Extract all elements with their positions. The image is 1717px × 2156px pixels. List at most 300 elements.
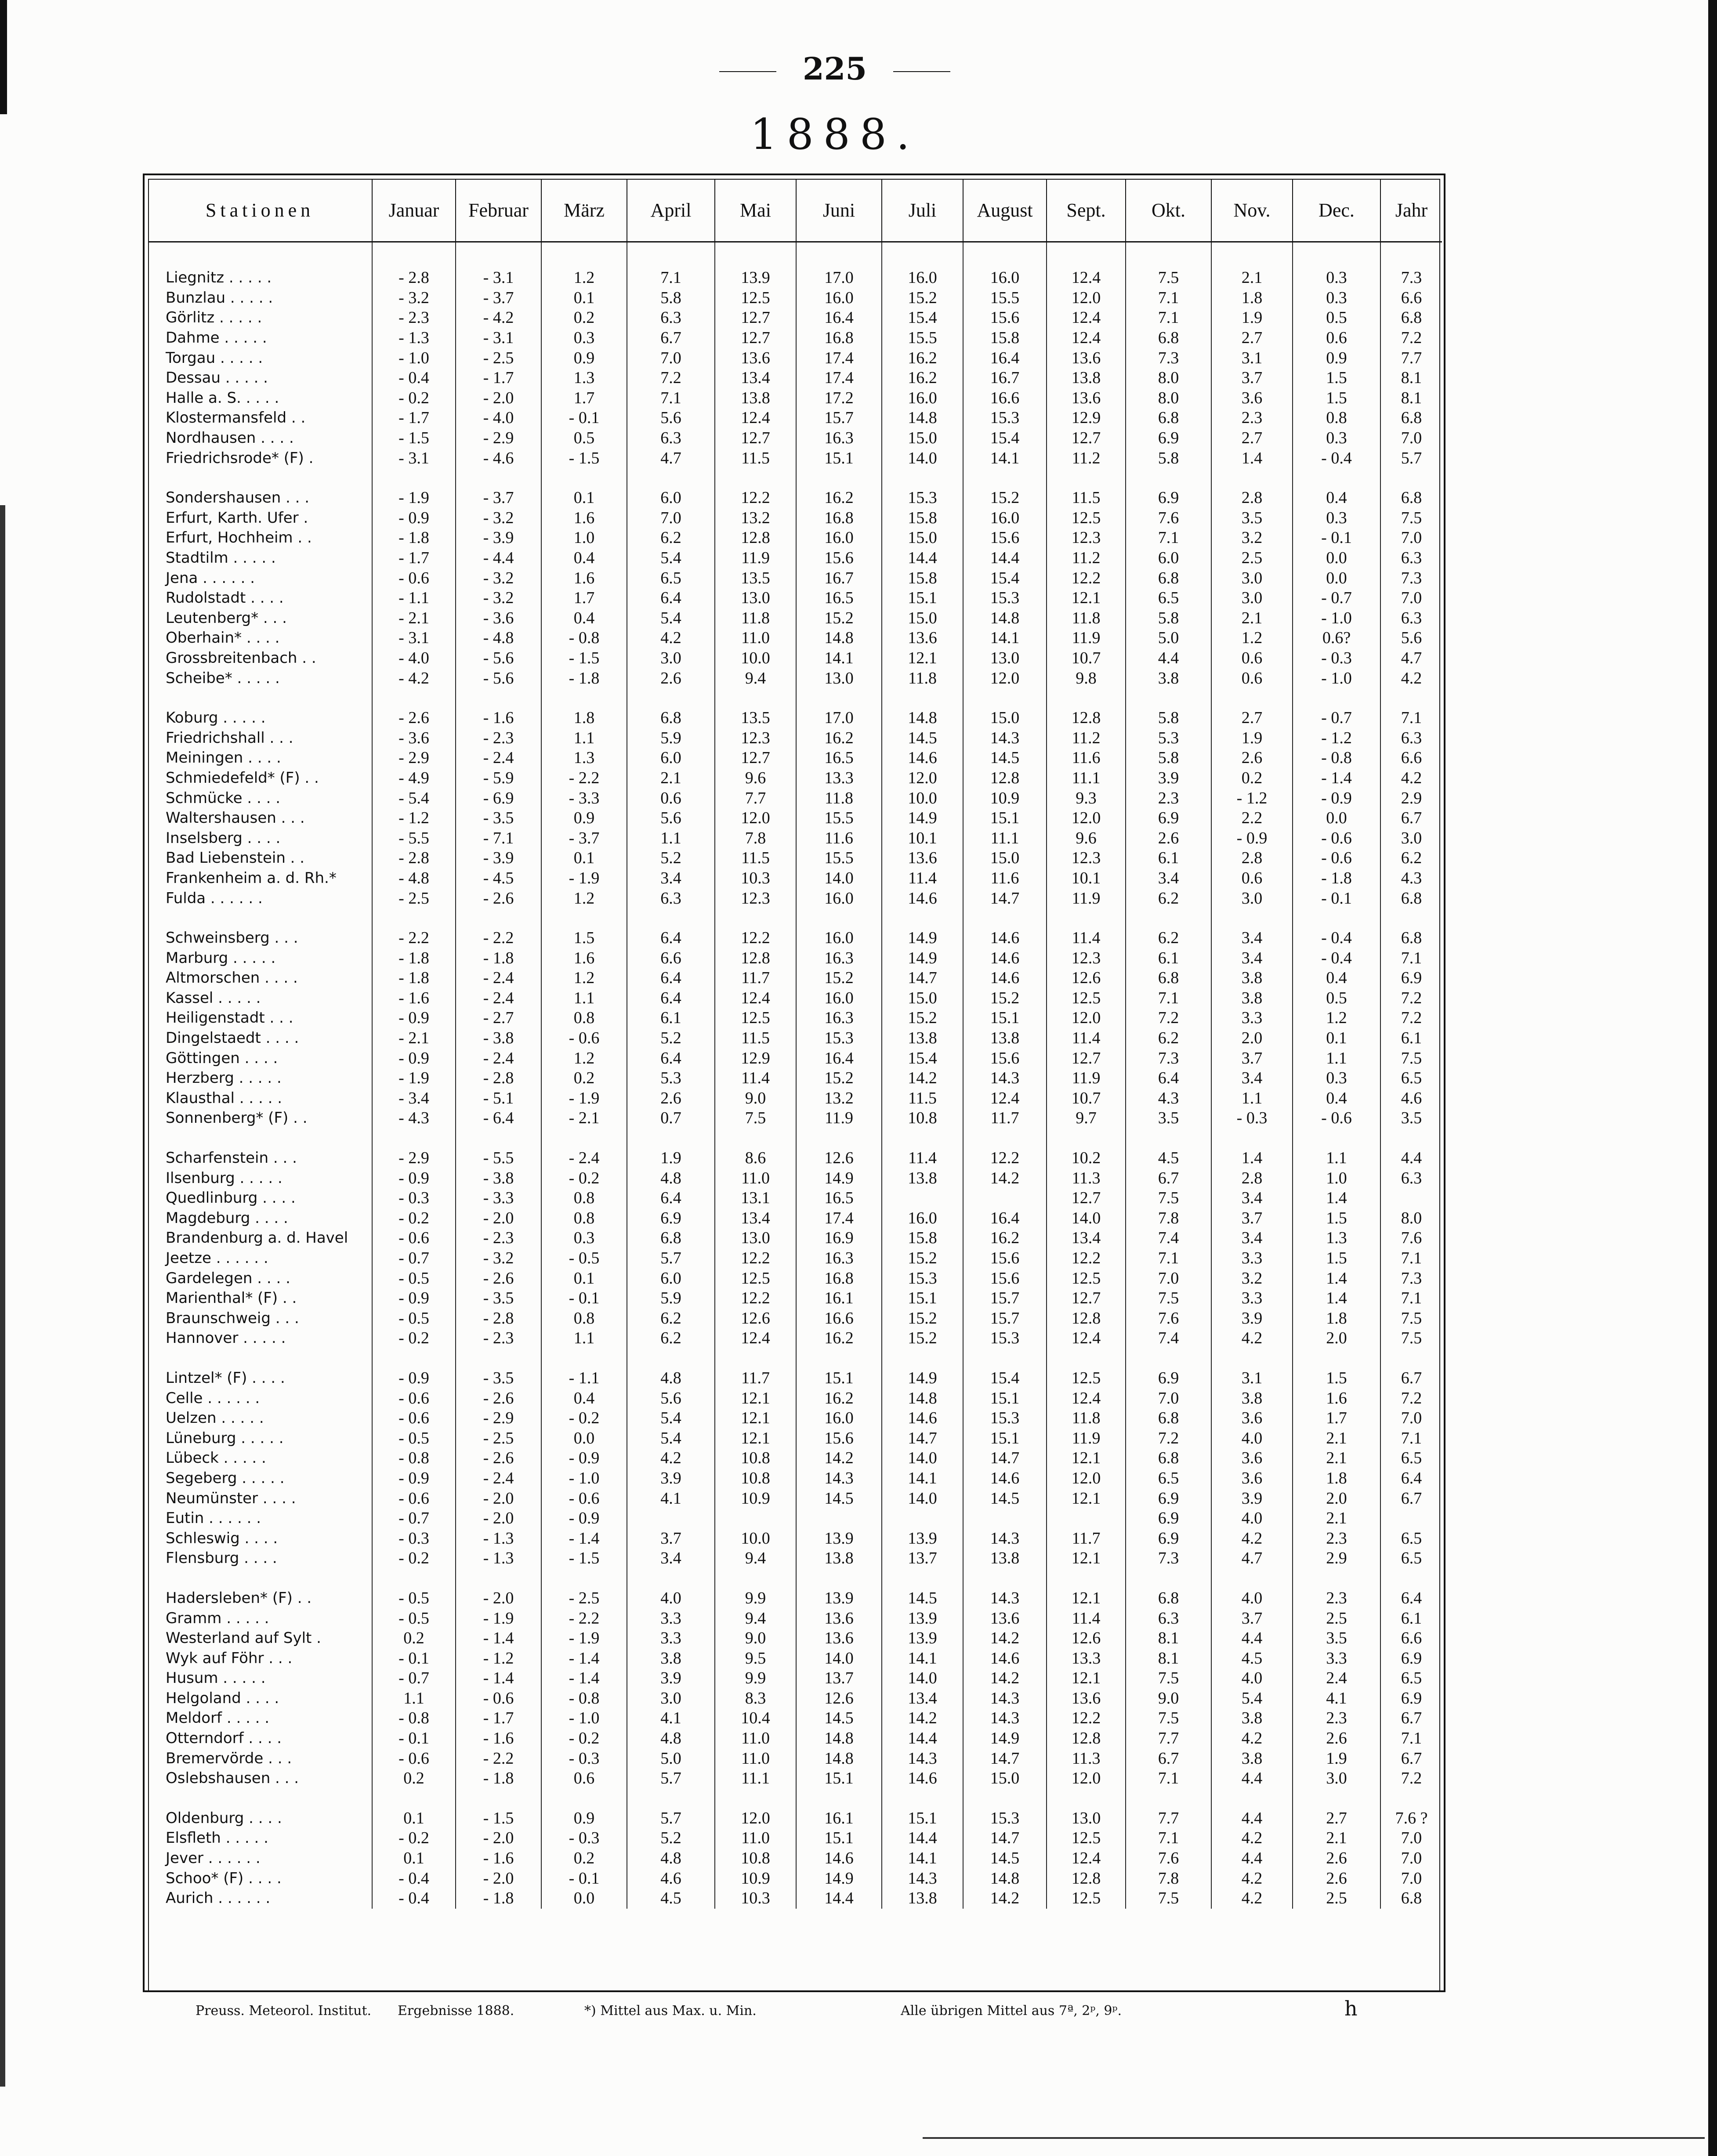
temperature-cell: 5.4 <box>627 548 715 568</box>
temperature-cell: 7.7 <box>1380 348 1442 368</box>
temperature-cell: - 1.2 <box>1211 788 1293 808</box>
temperature-cell: 7.3 <box>1380 568 1442 588</box>
temperature-cell: 0.6 <box>1211 868 1293 889</box>
temperature-cell: - 0.6 <box>372 1488 456 1508</box>
temperature-cell: - 0.6 <box>372 1748 456 1769</box>
temperature-cell: 0.1 <box>372 1809 456 1829</box>
temperature-cell: - 5.5 <box>456 1148 541 1168</box>
temperature-cell: 11.7 <box>963 1108 1047 1129</box>
temperature-cell: 14.1 <box>796 648 882 669</box>
temperature-cell: 3.7 <box>1211 1208 1293 1229</box>
temperature-cell: 15.8 <box>882 568 963 588</box>
temperature-cell: 4.2 <box>1211 1328 1293 1349</box>
temperature-cell: - 0.7 <box>1293 708 1380 728</box>
temperature-cell: 6.0 <box>1126 548 1211 568</box>
temperature-cell: 6.3 <box>1380 1168 1442 1188</box>
temperature-cell: 8.1 <box>1126 1648 1211 1668</box>
table-row <box>148 1028 1442 1049</box>
temperature-cell: 13.0 <box>796 668 882 688</box>
temperature-cell: 16.6 <box>796 1309 882 1329</box>
temperature-cell: 15.1 <box>882 588 963 608</box>
temperature-cell: - 2.3 <box>456 1228 541 1248</box>
temperature-cell: 14.8 <box>796 1748 882 1769</box>
temperature-cell: 16.3 <box>796 1008 882 1028</box>
temperature-cell: 6.4 <box>1126 1068 1211 1089</box>
temperature-cell: - 6.4 <box>456 1108 541 1129</box>
temperature-cell: 9.6 <box>1047 828 1126 848</box>
temperature-cell: 2.1 <box>1211 608 1293 629</box>
temperature-cell: 11.9 <box>715 548 796 568</box>
temperature-cell: 13.6 <box>1047 348 1126 368</box>
station-name: Kassel . . . . . <box>166 989 261 1007</box>
temperature-cell: 12.2 <box>715 1248 796 1269</box>
temperature-cell: - 2.0 <box>456 1868 541 1888</box>
temperature-cell: 6.7 <box>1380 1708 1442 1729</box>
temperature-cell: 1.9 <box>1211 308 1293 328</box>
table-row <box>148 1448 1442 1469</box>
temperature-cell: 3.6 <box>1211 1469 1293 1489</box>
station-name: Grossbreitenbach . . <box>166 649 316 667</box>
temperature-cell: 7.2 <box>1380 1388 1442 1408</box>
temperature-cell: 1.5 <box>1293 1368 1380 1389</box>
temperature-cell: 14.0 <box>796 868 882 889</box>
temperature-cell: 0.9 <box>541 348 627 368</box>
temperature-cell: 1.1 <box>627 828 715 848</box>
temperature-cell: 2.9 <box>1380 788 1442 808</box>
temperature-cell: 1.2 <box>541 242 627 288</box>
temperature-cell: 12.5 <box>1047 1368 1126 1389</box>
year-heading: 1888. <box>750 110 920 159</box>
temperature-cell: 3.4 <box>1126 868 1211 889</box>
temperature-cell: - 0.6 <box>1293 828 1380 848</box>
temperature-cell: 0.1 <box>541 848 627 868</box>
temperature-cell: 9.0 <box>715 1628 796 1649</box>
temperature-cell: - 5.1 <box>456 1089 541 1109</box>
temperature-cell: 4.2 <box>1380 668 1442 688</box>
temperature-cell: 7.4 <box>1126 1328 1211 1349</box>
temperature-cell: 3.9 <box>627 1469 715 1489</box>
temperature-cell: 0.3 <box>1293 508 1380 528</box>
temperature-cell: 16.1 <box>796 1288 882 1309</box>
temperature-cell: 5.2 <box>627 848 715 868</box>
temperature-cell: 15.2 <box>882 1248 963 1269</box>
temperature-cell: 7.1 <box>1380 1729 1442 1749</box>
temperature-cell: 6.7 <box>627 328 715 348</box>
temperature-cell: 3.3 <box>1211 1288 1293 1309</box>
temperature-cell: 13.8 <box>963 1548 1047 1569</box>
temperature-cell: 11.9 <box>1047 1428 1126 1448</box>
table-row <box>148 748 1442 768</box>
temperature-cell: 3.0 <box>1293 1769 1380 1789</box>
temperature-cell: 7.5 <box>1126 1708 1211 1729</box>
page-number: 225 <box>659 51 1011 87</box>
temperature-cell: 15.6 <box>796 548 882 568</box>
temperature-cell: 3.7 <box>627 1528 715 1548</box>
temperature-cell: 6.3 <box>627 308 715 328</box>
station-name: Erfurt, Karth. Ufer . <box>166 509 308 527</box>
temperature-cell: 3.0 <box>627 1689 715 1709</box>
table-row <box>148 1809 1442 1829</box>
temperature-cell: 0.6 <box>627 788 715 808</box>
temperature-cell <box>627 1508 715 1529</box>
station-name: Torgau . . . . . <box>166 349 263 367</box>
temperature-cell: 13.0 <box>1047 1809 1126 1829</box>
temperature-cell: 3.8 <box>1211 988 1293 1009</box>
temperature-cell: - 4.2 <box>372 668 456 688</box>
temperature-cell: - 3.1 <box>456 328 541 348</box>
table-row <box>148 348 1442 368</box>
temperature-cell: 7.8 <box>1126 1868 1211 1888</box>
header-month: Jahr <box>1380 179 1442 242</box>
temperature-cell: 0.2 <box>541 308 627 328</box>
temperature-cell: 14.6 <box>963 1469 1047 1489</box>
temperature-cell: 11.0 <box>715 1729 796 1749</box>
temperature-cell: 0.3 <box>1293 428 1380 449</box>
temperature-cell: 9.8 <box>1047 668 1126 688</box>
temperature-cell: 15.8 <box>882 1228 963 1248</box>
temperature-cell: - 3.1 <box>372 628 456 648</box>
temperature-cell: - 0.1 <box>372 1648 456 1668</box>
temperature-cell: - 0.5 <box>372 1588 456 1609</box>
temperature-cell: 14.9 <box>882 928 963 948</box>
temperature-cell: 3.6 <box>1211 1408 1293 1429</box>
temperature-cell: 3.4 <box>627 868 715 889</box>
table-row <box>148 1428 1442 1448</box>
temperature-cell: - 4.8 <box>456 628 541 648</box>
temperature-cell: 14.9 <box>963 1729 1047 1749</box>
temperature-cell: 0.7 <box>627 1108 715 1129</box>
temperature-cell: 15.4 <box>882 1048 963 1068</box>
temperature-cell: 10.9 <box>715 1868 796 1888</box>
temperature-cell: 7.0 <box>1380 528 1442 548</box>
temperature-cell: 2.3 <box>1293 1528 1380 1548</box>
temperature-cell: 15.4 <box>963 428 1047 449</box>
temperature-cell: 6.5 <box>1380 1668 1442 1689</box>
temperature-cell: - 3.1 <box>456 242 541 288</box>
temperature-cell: 6.7 <box>1380 1748 1442 1769</box>
temperature-cell: - 2.0 <box>456 1588 541 1609</box>
table-row <box>148 368 1442 388</box>
table-row <box>148 568 1442 588</box>
temperature-cell: - 0.9 <box>372 1368 456 1389</box>
temperature-cell: - 2.6 <box>372 708 456 728</box>
table-row <box>148 1828 1442 1849</box>
temperature-cell: - 2.2 <box>456 1748 541 1769</box>
temperature-cell: - 2.8 <box>372 242 456 288</box>
station-name: Meldorf . . . . . <box>166 1709 270 1727</box>
temperature-cell: 12.6 <box>1047 968 1126 988</box>
temperature-cell: 5.2 <box>627 1828 715 1849</box>
temperature-cell: 12.0 <box>963 668 1047 688</box>
temperature-cell: 4.6 <box>627 1868 715 1888</box>
temperature-cell: 2.8 <box>1211 488 1293 508</box>
temperature-cell: 13.6 <box>715 348 796 368</box>
temperature-cell: 4.4 <box>1211 1809 1293 1829</box>
temperature-cell: 11.5 <box>1047 488 1126 508</box>
temperature-cell: 1.1 <box>1211 1089 1293 1109</box>
temperature-cell: 14.7 <box>963 888 1047 908</box>
temperature-cell: 7.3 <box>1126 348 1211 368</box>
temperature-cell: - 0.2 <box>372 388 456 409</box>
station-name: Dingelstaedt . . . . <box>166 1029 299 1047</box>
temperature-cell: 5.3 <box>627 1068 715 1089</box>
temperature-cell: - 0.9 <box>372 1048 456 1068</box>
temperature-cell: 3.6 <box>1211 1448 1293 1469</box>
temperature-cell: 4.0 <box>627 1588 715 1609</box>
station-name: Jena . . . . . . <box>166 569 255 587</box>
temperature-cell: - 2.6 <box>456 1268 541 1288</box>
temperature-cell: 4.4 <box>1211 1769 1293 1789</box>
station-name: Celle . . . . . . <box>166 1389 260 1407</box>
temperature-cell: 10.7 <box>1047 1089 1126 1109</box>
temperature-cell: 14.1 <box>882 1849 963 1869</box>
temperature-cell: 1.5 <box>1293 388 1380 409</box>
temperature-cell: 7.1 <box>1126 1828 1211 1849</box>
temperature-cell: 12.4 <box>1047 1328 1126 1349</box>
temperature-cell: 2.6 <box>1293 1849 1380 1869</box>
temperature-cell: 7.1 <box>1380 1428 1442 1448</box>
temperature-cell: 0.1 <box>541 488 627 508</box>
temperature-cell: 6.7 <box>1126 1748 1211 1769</box>
temperature-cell: 9.3 <box>1047 788 1126 808</box>
temperature-cell: 1.8 <box>1293 1309 1380 1329</box>
temperature-cell: 10.0 <box>715 648 796 669</box>
temperature-cell: 14.8 <box>963 608 1047 629</box>
table-row <box>148 1689 1442 1709</box>
temperature-cell: 12.3 <box>1047 948 1126 968</box>
temperature-cell: 13.9 <box>796 1588 882 1609</box>
temperature-cell: 10.8 <box>882 1108 963 1129</box>
temperature-cell: 16.9 <box>796 1228 882 1248</box>
temperature-cell: - 0.9 <box>372 1168 456 1188</box>
temperature-cell: 3.2 <box>1211 1268 1293 1288</box>
temperature-cell: 0.6? <box>1293 628 1380 648</box>
temperature-cell: - 1.8 <box>456 1769 541 1789</box>
temperature-cell: 11.0 <box>715 628 796 648</box>
temperature-cell: 9.4 <box>715 668 796 688</box>
station-name: Erfurt, Hochheim . . <box>166 529 312 547</box>
station-name: Lübeck . . . . . <box>166 1449 266 1467</box>
group-spacer <box>148 1789 1442 1809</box>
temperature-cell: - 4.0 <box>372 648 456 669</box>
temperature-cell: 12.1 <box>1047 1488 1126 1508</box>
station-name: Waltershausen . . . <box>166 809 305 827</box>
temperature-cell: 5.6 <box>1380 628 1442 648</box>
temperature-cell: 13.4 <box>882 1689 963 1709</box>
temperature-cell: - 0.1 <box>541 1868 627 1888</box>
temperature-cell: 6.0 <box>627 748 715 768</box>
temperature-cell: 14.4 <box>882 1729 963 1749</box>
temperature-cell: 5.7 <box>627 1769 715 1789</box>
temperature-cell: 11.6 <box>1047 748 1126 768</box>
station-name: Friedrichsrode* (F) . <box>166 449 314 467</box>
station-name: Leutenberg* . . . <box>166 609 287 627</box>
temperature-cell: 15.0 <box>963 848 1047 868</box>
temperature-cell: 1.8 <box>1211 288 1293 308</box>
temperature-cell: 14.3 <box>882 1748 963 1769</box>
temperature-cell: 5.8 <box>627 288 715 308</box>
temperature-cell: 10.1 <box>882 828 963 848</box>
temperature-cell: - 5.5 <box>372 828 456 848</box>
temperature-cell: 7.3 <box>1380 242 1442 288</box>
temperature-cell: 12.6 <box>796 1148 882 1168</box>
table-row <box>148 968 1442 988</box>
temperature-cell: 14.9 <box>796 1868 882 1888</box>
temperature-cell: 7.5 <box>1126 242 1211 288</box>
temperature-cell: - 0.7 <box>372 1668 456 1689</box>
temperature-cell: 14.8 <box>963 1868 1047 1888</box>
temperature-cell: 13.3 <box>796 768 882 789</box>
temperature-cell: - 3.7 <box>456 488 541 508</box>
temperature-cell: 15.7 <box>963 1288 1047 1309</box>
temperature-cell: 1.5 <box>1293 1208 1380 1229</box>
table-row <box>148 668 1442 688</box>
temperature-cell: 4.3 <box>1380 868 1442 889</box>
temperature-cell: 7.3 <box>1380 1268 1442 1288</box>
temperature-cell: 6.8 <box>1126 968 1211 988</box>
temperature-cell: 16.0 <box>963 242 1047 288</box>
temperature-cell: 5.7 <box>627 1809 715 1829</box>
temperature-cell: 5.6 <box>627 1388 715 1408</box>
temperature-cell: 15.0 <box>882 608 963 629</box>
temperature-cell: 6.9 <box>1126 1508 1211 1529</box>
temperature-cell: 12.2 <box>1047 1248 1126 1269</box>
temperature-cell: 13.4 <box>715 1208 796 1229</box>
temperature-cell: - 4.3 <box>372 1108 456 1129</box>
temperature-cell: 2.1 <box>1293 1428 1380 1448</box>
temperature-cell: 2.2 <box>1211 808 1293 828</box>
temperature-cell: 7.7 <box>1126 1729 1211 1749</box>
temperature-cell: 0.8 <box>541 1309 627 1329</box>
station-name: Klostermansfeld . . <box>166 409 306 427</box>
temperature-cell: 10.4 <box>715 1708 796 1729</box>
temperature-cell: 14.0 <box>796 1648 882 1668</box>
temperature-cell: 13.5 <box>715 568 796 588</box>
temperature-cell: 13.0 <box>715 588 796 608</box>
temperature-cell: 15.7 <box>963 1309 1047 1329</box>
temperature-cell: - 3.6 <box>456 608 541 629</box>
temperature-cell: 3.3 <box>627 1628 715 1649</box>
station-name: Göttingen . . . . <box>166 1049 278 1067</box>
temperature-cell: 5.7 <box>627 1248 715 1269</box>
temperature-cell: 12.7 <box>1047 428 1126 449</box>
temperature-cell: 2.7 <box>1211 428 1293 449</box>
scan-edge-bottom <box>923 2137 1705 2139</box>
temperature-cell: 6.8 <box>1380 408 1442 428</box>
table-row <box>148 988 1442 1009</box>
temperature-cell: 12.5 <box>1047 508 1126 528</box>
temperature-cell: 2.7 <box>1211 328 1293 348</box>
temperature-cell: 6.1 <box>627 1008 715 1028</box>
temperature-cell: - 1.4 <box>456 1628 541 1649</box>
temperature-cell: 3.1 <box>1211 1368 1293 1389</box>
temperature-cell: - 3.8 <box>456 1028 541 1049</box>
temperature-cell: - 0.4 <box>372 1888 456 1909</box>
temperature-cell: - 3.5 <box>456 1368 541 1389</box>
temperature-cell: 13.3 <box>1047 1648 1126 1668</box>
temperature-cell: 4.6 <box>1380 1089 1442 1109</box>
temperature-cell: - 2.3 <box>456 728 541 748</box>
station-name: Jeetze . . . . . . <box>166 1249 268 1267</box>
temperature-cell: 6.9 <box>1380 1689 1442 1709</box>
header-month: April <box>627 179 715 242</box>
temperature-cell: 14.2 <box>963 1628 1047 1649</box>
station-name: Husum . . . . . <box>166 1669 266 1687</box>
temperature-cell: 1.5 <box>541 928 627 948</box>
temperature-cell: 3.4 <box>627 1548 715 1569</box>
temperature-cell: 11.4 <box>882 868 963 889</box>
temperature-cell: 12.0 <box>1047 288 1126 308</box>
temperature-cell: 12.7 <box>715 428 796 449</box>
temperature-cell: 1.2 <box>541 1048 627 1068</box>
station-name: Schmiedefeld* (F) . . <box>166 769 319 787</box>
table-row <box>148 1148 1442 1168</box>
temperature-cell: 11.3 <box>1047 1168 1126 1188</box>
temperature-cell: 14.0 <box>1047 1208 1126 1229</box>
temperature-cell: 2.0 <box>1293 1328 1380 1349</box>
temperature-cell: - 0.4 <box>1293 948 1380 968</box>
temperature-cell: 4.7 <box>627 448 715 468</box>
temperature-cell: 3.4 <box>1211 948 1293 968</box>
temperature-cell: 8.1 <box>1126 1628 1211 1649</box>
temperature-cell: - 0.6 <box>541 1028 627 1049</box>
temperature-cell: 0.8 <box>541 1188 627 1208</box>
temperature-cell: 8.1 <box>1380 368 1442 388</box>
temperature-cell: - 3.5 <box>456 1288 541 1309</box>
temperature-cell: - 2.2 <box>541 768 627 789</box>
temperature-cell: 11.9 <box>1047 888 1126 908</box>
temperature-cell: 13.8 <box>882 1028 963 1049</box>
temperature-cell: 9.9 <box>715 1588 796 1609</box>
temperature-cell: 10.3 <box>715 868 796 889</box>
table-row <box>148 648 1442 669</box>
header-month: Januar <box>372 179 456 242</box>
temperature-cell: 2.6 <box>1293 1729 1380 1749</box>
temperature-cell: 7.1 <box>1380 1288 1442 1309</box>
temperature-cell: 6.9 <box>627 1208 715 1229</box>
station-name: Sonnenberg* (F) . . <box>166 1109 308 1127</box>
temperature-cell: 4.4 <box>1211 1628 1293 1649</box>
table-row <box>148 1068 1442 1089</box>
table-row <box>148 448 1442 468</box>
table-row <box>148 828 1442 848</box>
temperature-cell: 13.9 <box>796 1528 882 1548</box>
temperature-cell: 4.2 <box>1211 1828 1293 1849</box>
scan-edge-right <box>1708 0 1717 2156</box>
temperature-cell: - 2.0 <box>456 1508 541 1529</box>
temperature-cell: 6.5 <box>1380 1528 1442 1548</box>
temperature-cell: 3.4 <box>1211 928 1293 948</box>
temperature-cell: - 1.8 <box>372 948 456 968</box>
temperature-cell: - 0.6 <box>541 1488 627 1508</box>
temperature-cell: 6.2 <box>627 1328 715 1349</box>
temperature-cell: 14.8 <box>882 408 963 428</box>
temperature-cell: 6.8 <box>1380 308 1442 328</box>
station-name: Schleswig . . . . <box>166 1529 278 1547</box>
temperature-cell: 11.1 <box>1047 768 1126 789</box>
temperature-cell: 12.0 <box>882 768 963 789</box>
temperature-cell: 2.6 <box>1126 828 1211 848</box>
temperature-cell: - 2.6 <box>456 1448 541 1469</box>
temperature-cell: 14.0 <box>882 448 963 468</box>
temperature-cell: 12.6 <box>1047 1628 1126 1649</box>
temperature-cell: 2.7 <box>1293 1809 1380 1829</box>
table-row <box>148 1228 1442 1248</box>
temperature-cell: 13.0 <box>715 1228 796 1248</box>
temperature-cell: 15.1 <box>963 1428 1047 1448</box>
temperature-cell: 0.3 <box>1293 288 1380 308</box>
temperature-cell: 4.2 <box>1380 768 1442 789</box>
